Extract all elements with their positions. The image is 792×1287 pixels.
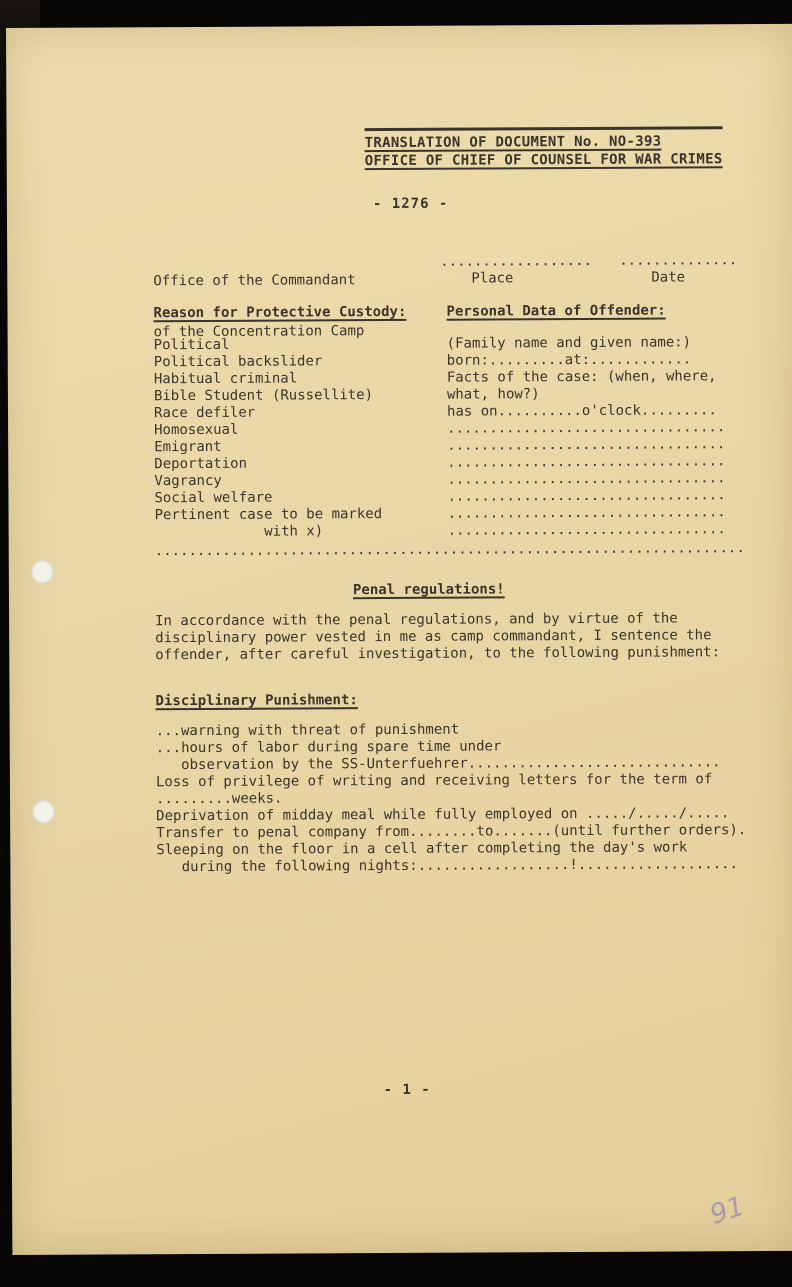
header-line-2: OFFICE OF CHIEF OF COUNSEL FOR WAR CRIMES <box>364 151 723 170</box>
offender-section-heading: Personal Data of Offender: <box>446 302 666 320</box>
document-page <box>6 24 792 1255</box>
offender-data-line: what, how?) <box>446 386 540 403</box>
custody-reason-item: Emigrant <box>154 438 222 456</box>
custody-reason-item: Vagrancy <box>154 472 222 490</box>
offender-data-line: born:.........at:............ <box>446 351 692 369</box>
offender-data-line: ................................. <box>447 470 726 488</box>
dotted-divider: ...................................................................... <box>154 540 745 560</box>
punch-hole-bottom <box>32 800 55 824</box>
offender-data-line: ................................. <box>447 504 726 522</box>
custody-reason-item: Deportation <box>154 455 248 473</box>
disciplinary-punishment-line: Sleeping on the floor in a cell after completing the day's work <box>156 839 688 859</box>
custody-reason-item: with x) <box>154 523 324 541</box>
place-label: Place <box>471 270 514 287</box>
custody-reason-item: Race defiler <box>153 404 256 422</box>
office-line-2: of the Concentration Camp <box>153 323 365 341</box>
penal-paragraph-line: disciplinary power vested in me as camp commandant, I sentence the <box>155 627 712 647</box>
offender-data-lines <box>447 334 726 539</box>
custody-reason-item: Political backslider <box>153 353 323 371</box>
penal-regulations-heading: Penal regulations! <box>352 581 505 599</box>
disciplinary-punishment-line: ...hours of labor during spare time under <box>155 738 502 757</box>
custody-reason-item: Habitual criminal <box>153 370 298 388</box>
offender-data-line: (Family name and given name:) <box>446 334 692 352</box>
custody-reason-item: Social welfare <box>154 489 273 507</box>
date-fill-in-line: .............. <box>619 252 738 269</box>
disciplinary-punishment-line: during the following nights:..................!................... <box>156 856 739 876</box>
disciplinary-punishment-line: ...warning with threat of punishment <box>155 721 460 740</box>
offender-data-line: ................................. <box>447 436 726 454</box>
disciplinary-punishment-line: Loss of privilege of writing and receiving letters for the term of <box>155 771 713 791</box>
offender-data-line: ................................. <box>447 419 726 437</box>
office-line-1: Office of the Commandant <box>153 272 356 290</box>
custody-reason-item: Bible Student (Russellite) <box>153 387 374 405</box>
offender-data-line: ................................. <box>447 453 726 471</box>
penal-paragraph <box>155 610 720 664</box>
offender-data-line: ................................. <box>447 487 726 505</box>
page-number-bottom: - 1 - <box>383 1081 431 1099</box>
offender-data-line: ................................. <box>447 521 726 539</box>
disciplinary-punishment-lines <box>156 720 747 876</box>
disciplinary-punishment-line: Transfer to penal company from........to.......(until further orders). <box>156 822 747 842</box>
header-line-1: TRANSLATION OF DOCUMENT No. NO-393 <box>364 133 662 152</box>
disciplinary-punishment-heading: Disciplinary Punishment: <box>155 692 358 710</box>
custody-reason-list <box>154 336 383 541</box>
place-fill-in-line: .................. <box>440 252 592 270</box>
custody-reason-item: Homosexual <box>154 421 239 439</box>
custody-reason-item: Political <box>153 336 230 354</box>
penal-paragraph-line: offender, after careful investigation, to the following punishment: <box>155 644 721 664</box>
page-number-top: - 1276 - <box>372 195 449 213</box>
custody-section-heading: Reason for Protective Custody: <box>153 303 407 322</box>
punch-hole-top <box>31 560 54 584</box>
disciplinary-punishment-line: Deprivation of midday meal while fully employed on ...../...../..... <box>156 805 730 825</box>
offender-data-line: Facts of the case: (when, where, <box>446 368 717 386</box>
handwritten-note: 91 <box>706 1190 749 1231</box>
offender-data-line: has on..........o'clock......... <box>446 402 717 420</box>
custody-reason-item: Pertinent case to be marked <box>154 506 383 524</box>
disciplinary-punishment-line: observation by the SS-Unterfuehrer.............................. <box>155 754 721 774</box>
document-header <box>365 126 723 170</box>
disciplinary-punishment-line: .........weeks. <box>155 790 283 808</box>
penal-paragraph-line: In accordance with the penal regulations, and by virtue of the <box>155 610 678 630</box>
date-label: Date <box>651 269 686 286</box>
